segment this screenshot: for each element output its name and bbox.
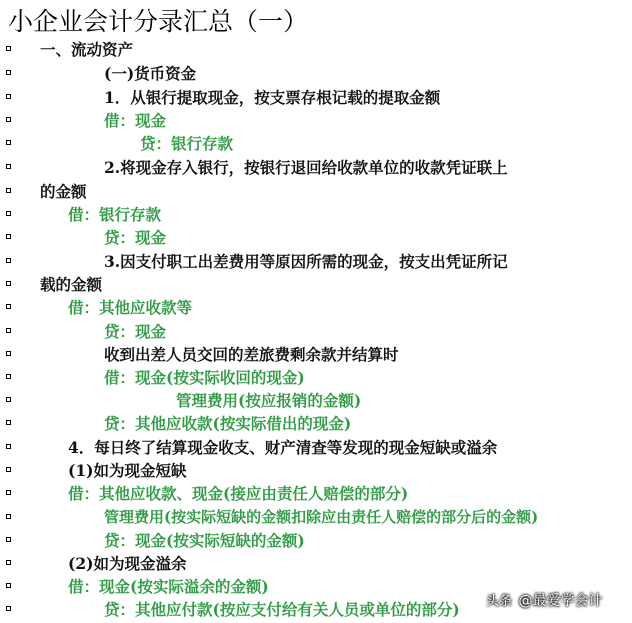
bullet-icon: [6, 583, 11, 588]
credit-entry: 贷：其他应收款(按实际借出的现金): [104, 414, 352, 433]
entry-description: 4．每日终了结算现金收支、财产清查等发现的现金短缺或溢余: [68, 438, 498, 457]
bullet-icon: [6, 467, 11, 472]
list-item: [0, 250, 632, 273]
debit-entry: 借：其他应收款等: [68, 298, 193, 317]
entry-description: 1．从银行提取现金，按支票存根记载的提取金额: [104, 88, 441, 107]
bullet-icon: [6, 606, 11, 611]
bullet-icon: [6, 560, 11, 565]
watermark-account: @最爱学会计: [518, 593, 603, 609]
source-watermark: [486, 590, 602, 610]
list-item: [0, 180, 632, 203]
bullet-icon: [6, 117, 11, 122]
list-item: [0, 436, 632, 459]
bullet-icon: [6, 234, 11, 239]
bullet-icon: [6, 514, 11, 519]
debit-entry: 借：现金(按实际收回的现金): [104, 368, 305, 387]
list-item: [0, 296, 632, 319]
bullet-icon: [6, 351, 11, 356]
entry-description: 2.将现金存入银行，按银行退回给收款单位的收款凭证联上: [104, 158, 508, 177]
bullet-icon: [6, 420, 11, 425]
debit-entry: 借：现金: [104, 111, 167, 130]
bullet-icon: [6, 258, 11, 263]
credit-entry: 贷：现金: [104, 228, 167, 247]
debit-entry: 借：银行存款: [68, 205, 162, 224]
bullet-icon: [6, 328, 11, 333]
debit-entry-secondary: 管理费用(按实际短缺的金额扣除应由责任人赔偿的部分后的金额): [104, 508, 539, 526]
entry-description: 3.因支付职工出差费用等原因所需的现金，按支出凭证所记: [104, 252, 508, 271]
bullet-icon: [6, 140, 11, 145]
entry-description-continued: 的金额: [40, 182, 87, 201]
bullet-icon: [6, 374, 11, 379]
list-item: [0, 132, 632, 155]
bullet-icon: [6, 211, 11, 216]
list-item: [0, 156, 632, 179]
watermark-logo: 头条: [486, 594, 513, 609]
list-item: [0, 109, 632, 132]
bullet-icon: [6, 46, 11, 51]
list-item: [0, 389, 632, 412]
list-item: [0, 412, 632, 435]
debit-entry: 借：其他应收款、现金(接应由责任人赔偿的部分): [68, 484, 409, 503]
list-item: [0, 552, 632, 575]
bullet-icon: [6, 188, 11, 193]
bullet-icon: [6, 164, 11, 169]
list-item: [0, 529, 632, 552]
entry-description: 收到出差人员交回的差旅费剩余款并结算时: [104, 345, 399, 364]
subsection-heading: (一)货币资金: [104, 64, 197, 83]
list-item: [0, 459, 632, 482]
list-item: [0, 38, 632, 61]
list-item: [0, 273, 632, 296]
section-heading: 一、流动资产: [40, 40, 134, 59]
credit-entry: 贷：银行存款: [140, 134, 234, 153]
list-item: [0, 482, 632, 505]
list-item: [0, 203, 632, 226]
credit-entry: 贷：现金(按实际短缺的金额): [104, 531, 305, 550]
bullet-icon: [6, 397, 11, 402]
list-item: [0, 343, 632, 366]
entry-description-continued: 载的金额: [40, 275, 103, 294]
credit-entry: 贷：其他应付款(按应支付给有关人员或单位的部分): [104, 600, 460, 619]
bullet-icon: [6, 94, 11, 99]
list-item: [0, 366, 632, 389]
bullet-icon: [6, 304, 11, 309]
debit-entry-secondary: 管理费用(按应报销的金额): [176, 391, 362, 410]
bullet-icon: [6, 444, 11, 449]
case-heading: (2)如为现金溢余: [68, 554, 187, 573]
bullet-icon: [6, 537, 11, 542]
bullet-icon: [6, 490, 11, 495]
debit-entry: 借：现金(按实际溢余的金额): [68, 577, 269, 596]
bullet-icon: [6, 70, 11, 75]
list-item: [0, 506, 632, 529]
list-item: [0, 320, 632, 343]
list-item: [0, 86, 632, 109]
list-item: [0, 226, 632, 249]
credit-entry: 贷：现金: [104, 322, 167, 341]
bullet-icon: [6, 281, 11, 286]
case-heading: (1)如为现金短缺: [68, 461, 187, 480]
list-item: [0, 62, 632, 85]
document-title: 小企业会计分录汇总（一）: [8, 7, 309, 36]
